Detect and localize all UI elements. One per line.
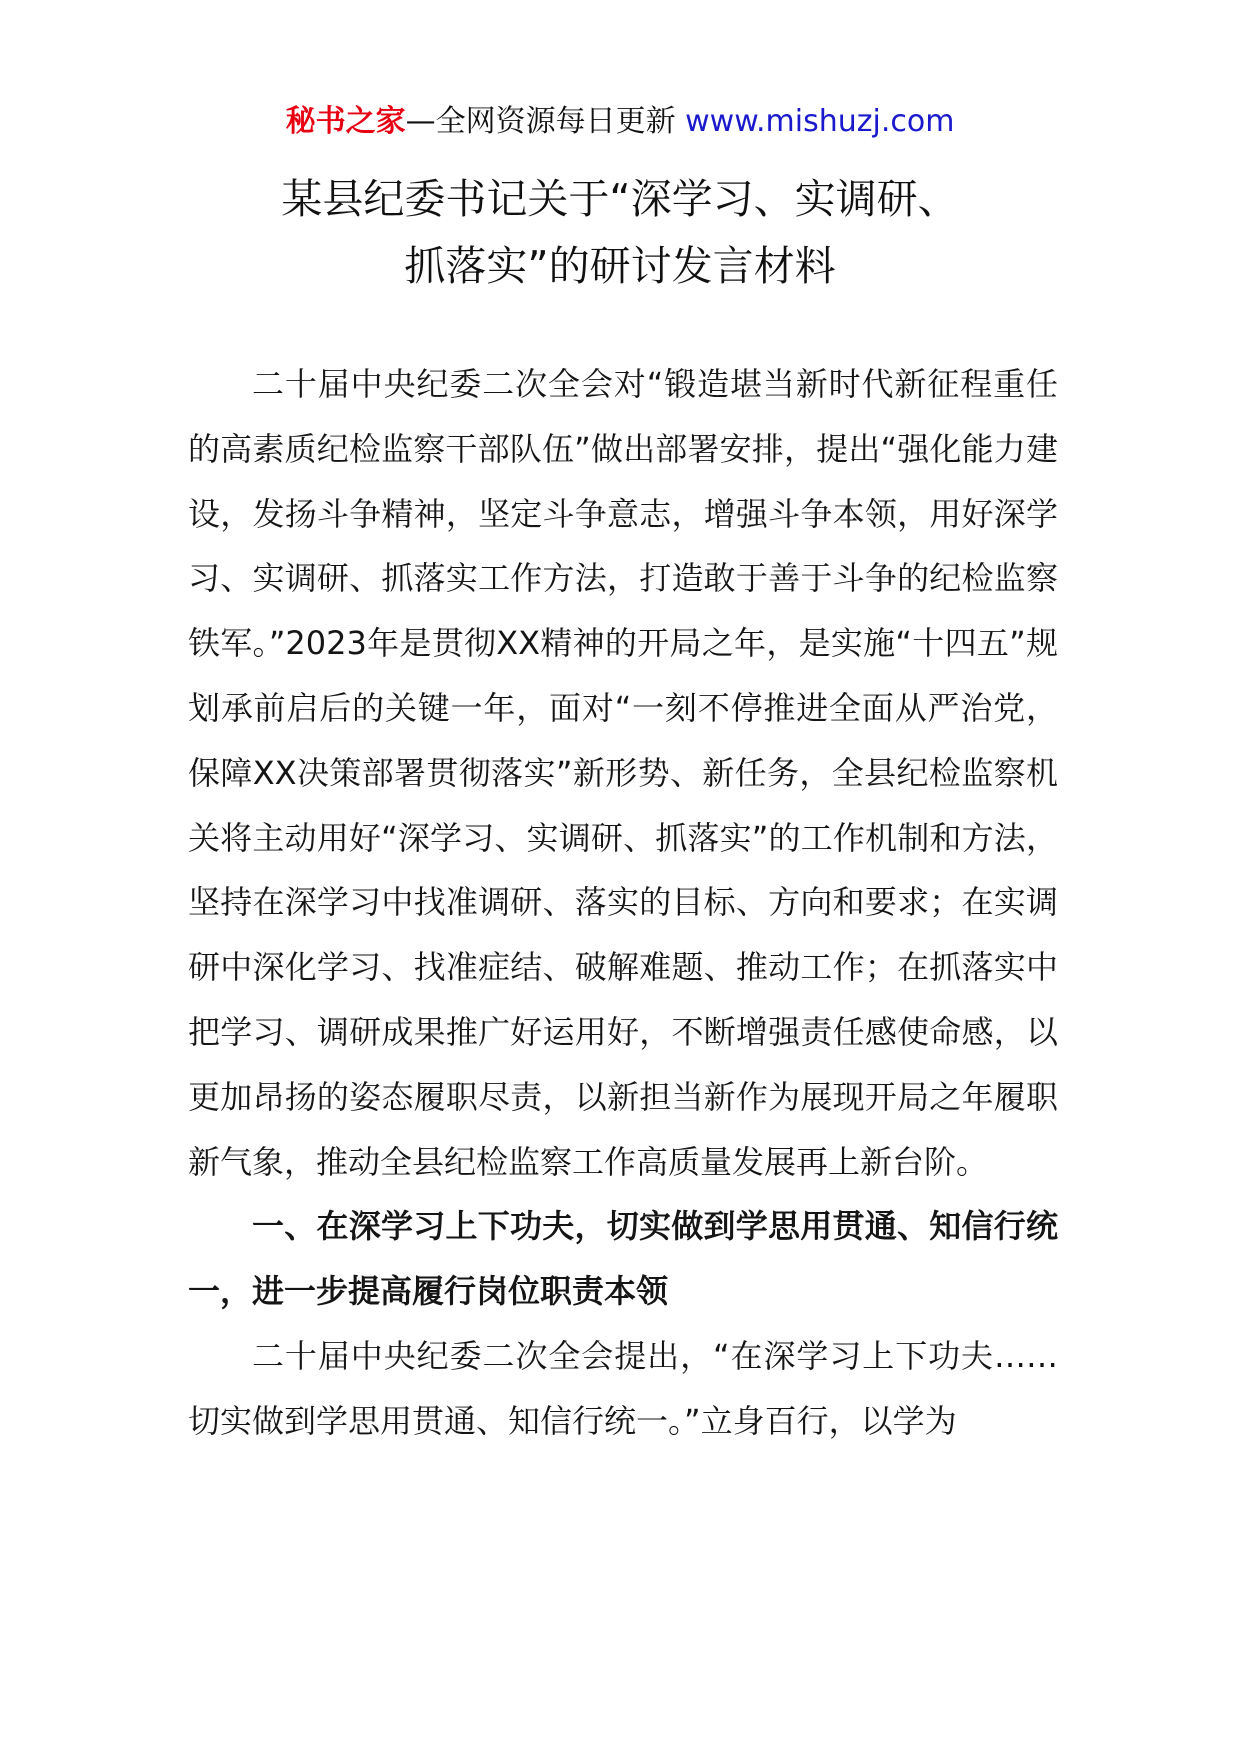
intro-paragraph: 二十届中央纪委二次全会对“锻造堪当新时代新征程重任的高素质纪检监察干部队伍”做出部署安排，提出“强化能力建设，发扬斗争精神，坚定斗争意志，增强斗争本领，用好深学习、实调研、抓落实工作方法，打造敢于善于斗争的纪检监察铁军。”2023年是贯彻XX精神的开局之年，是实施“十四五”规划承前启后的关键一年，面对“一刻不停推进全面从严治党，保障XX决策部署贯彻落实”新形势、新任务，全县纪检监察机关将主动用好“深学习、实调研、抓落实”的工作机制和方法，坚持在深学习中找准调研、落实的目标、方向和要求；在实调研中深化学习、找准症结、破解难题、推动工作；在抓落实中把学习、调研成果推广好运用好，不断增强责任感使命感，以更加昂扬的姿态履职尽责，以新担当新作为展现开局之年履职新气象，推动全县纪检监察工作高质量发展再上新台阶。 bbox=[188, 365, 1058, 1181]
section-heading-1: 一、在深学习上下功夫，切实做到学思用贯通、知信行统一，进一步提高履行岗位职责本领 bbox=[188, 1207, 1058, 1311]
header-tagline: —全网资源每日更新 bbox=[405, 104, 686, 139]
section-1-paragraph: 二十届中央纪委二次全会提出，“在深学习上下功夫……切实做到学思用贯通、知信行统一。”立身百行，以学为 bbox=[188, 1336, 1058, 1440]
site-url[interactable]: www.mishuzj.com bbox=[685, 104, 955, 139]
title-line-1: 某县纪委书记关于“深学习、实调研、 bbox=[281, 175, 959, 223]
document-title bbox=[0, 166, 1240, 300]
site-header bbox=[0, 102, 1240, 142]
brand-name: 秘书之家 bbox=[285, 104, 406, 139]
document-body bbox=[188, 352, 1058, 1454]
title-line-2: 抓落实”的研讨发言材料 bbox=[404, 242, 836, 290]
